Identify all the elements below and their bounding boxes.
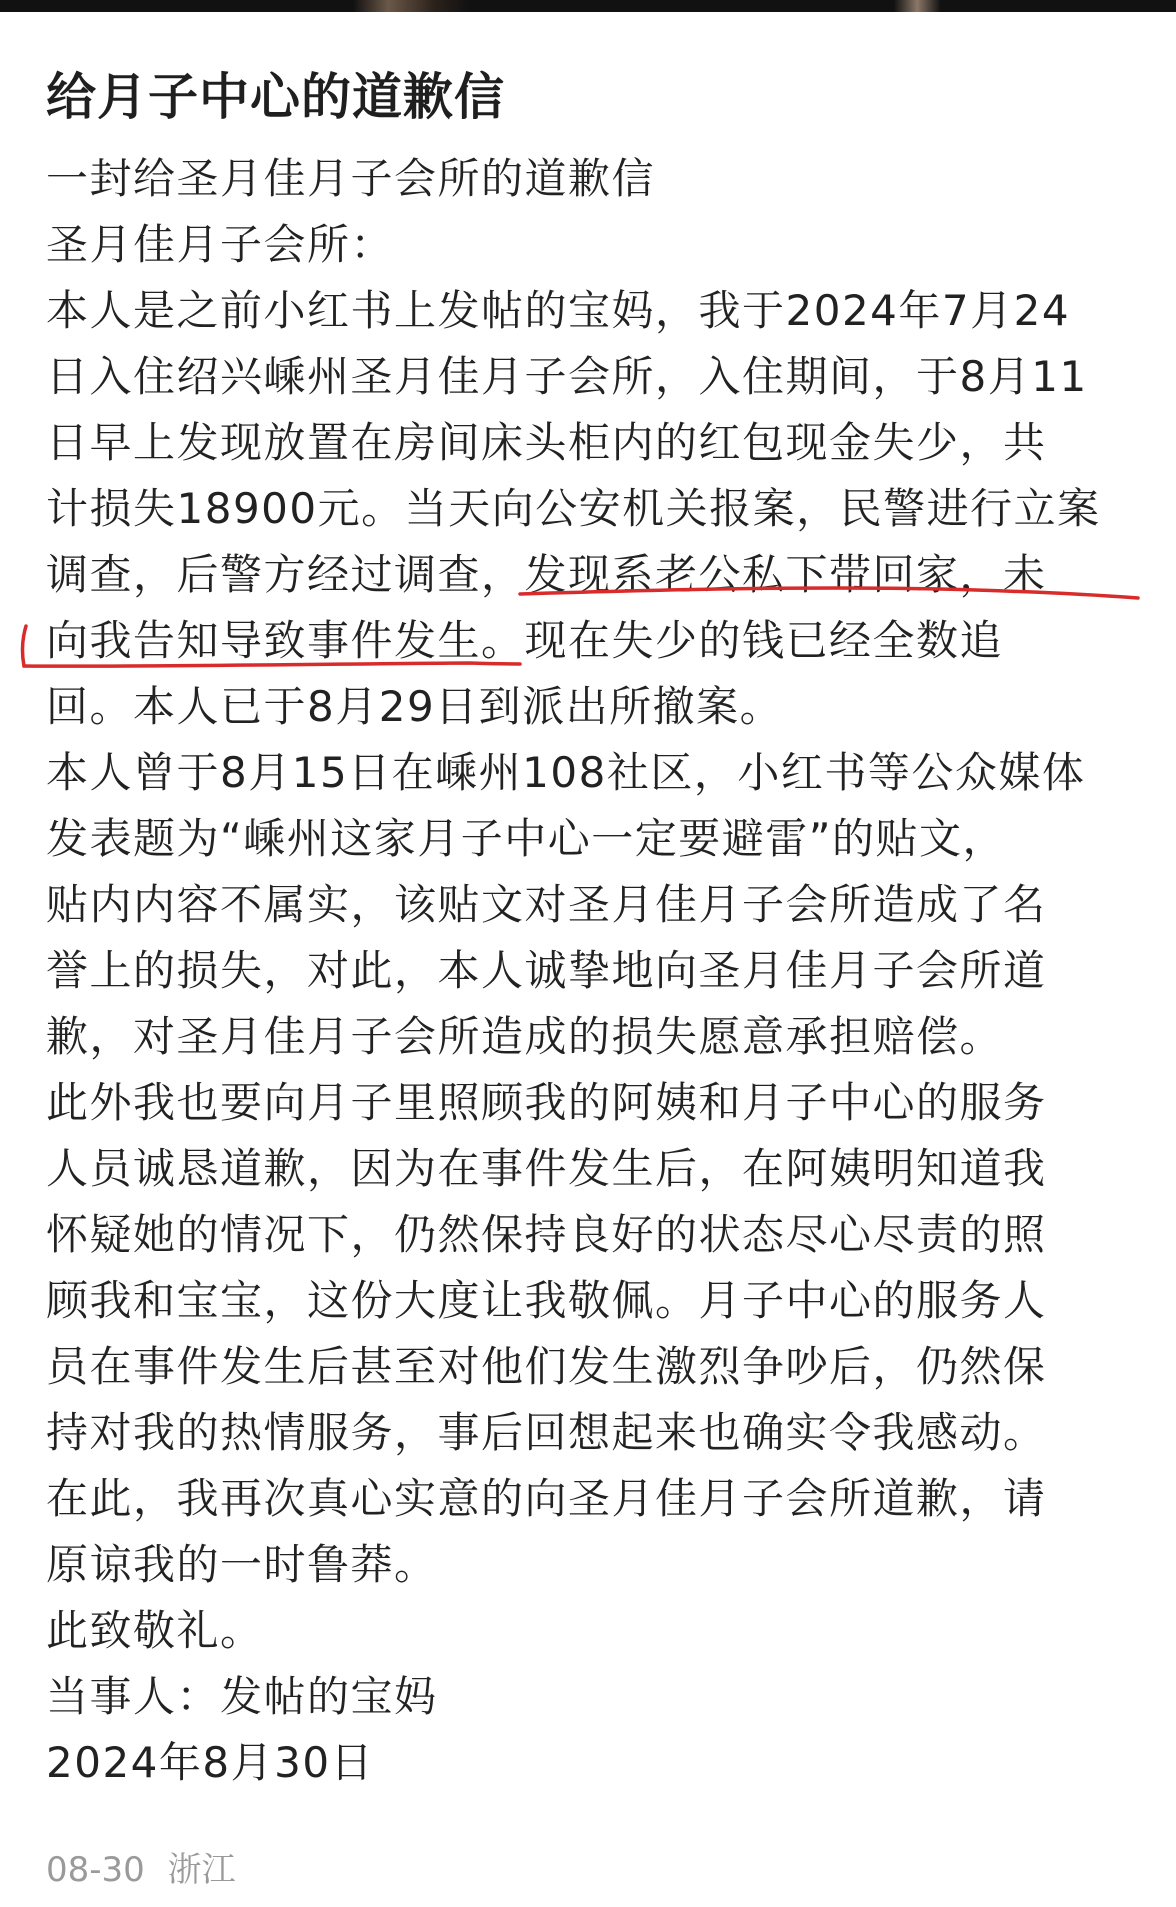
post-content (46, 62, 1126, 1796)
letter-line: 日早上发现放置在房间床头柜内的红包现金失少，共 (46, 418, 1047, 467)
letter-line: 一封给圣月佳月子会所的道歉信 (46, 154, 656, 203)
post-location: 浙江 (167, 1850, 236, 1890)
letter-line: 回。本人已于8月29日到派出所撤案。 (46, 682, 784, 731)
letter-line: 誉上的损失，对此，本人诚挚地向圣月佳月子会所道 (46, 946, 1047, 995)
letter-line: 顾我和宝宝，这份大度让我敬佩。月子中心的服务人 (46, 1276, 1047, 1325)
top-image-strip (0, 0, 1176, 12)
letter-line: 计损失18900元。当天向公安机关报案，民警进行立案 (46, 484, 1101, 533)
post-meta (46, 1850, 236, 1890)
letter-line: 发表题为“嵊州这家月子中心一定要避雷”的贴文， (46, 814, 1007, 863)
letter-line: 日入住绍兴嵊州圣月佳月子会所，入住期间，于8月11 (46, 352, 1088, 401)
post-date: 08-30 (46, 1850, 145, 1890)
letter-line: 持对我的热情服务，事后回想起来也确实令我感动。 (46, 1408, 1047, 1457)
letter-line: 本人曾于8月15日在嵊州108社区，小红书等公众媒体 (46, 748, 1086, 797)
letter-line: 原谅我的一时鲁莽。 (46, 1540, 438, 1589)
letter-line: 此致敬礼。 (46, 1606, 264, 1655)
letter-line: 本人是之前小红书上发帖的宝妈，我于2024年7月24 (46, 286, 1071, 335)
apology-letter-body (46, 146, 1126, 1796)
letter-line: 贴内内容不属实，该贴文对圣月佳月子会所造成了名 (46, 880, 1047, 929)
letter-line: 员在事件发生后甚至对他们发生激烈争吵后，仍然保 (46, 1342, 1047, 1391)
letter-line: 人员诚恳道歉，因为在事件发生后，在阿姨明知道我 (46, 1144, 1047, 1193)
letter-line: 2024年8月30日 (46, 1738, 375, 1787)
post-title: 给月子中心的道歉信 (46, 68, 505, 126)
letter-line: 调查，后警方经过调查，发现系老公私下带回家，未 (46, 550, 1047, 599)
letter-line: 向我告知导致事件发生。现在失少的钱已经全数追 (46, 616, 1004, 665)
letter-line: 歉，对圣月佳月子会所造成的损失愿意承担赔偿。 (46, 1012, 1004, 1061)
letter-line: 在此，我再次真心实意的向圣月佳月子会所道歉，请 (46, 1474, 1047, 1523)
letter-line: 圣月佳月子会所： (46, 220, 395, 269)
letter-line: 当事人：发帖的宝妈 (46, 1672, 438, 1721)
letter-line: 此外我也要向月子里照顾我的阿姨和月子中心的服务 (46, 1078, 1047, 1127)
letter-line: 怀疑她的情况下，仍然保持良好的状态尽心尽责的照 (46, 1210, 1047, 1259)
highlight-underline-connector (23, 626, 26, 666)
